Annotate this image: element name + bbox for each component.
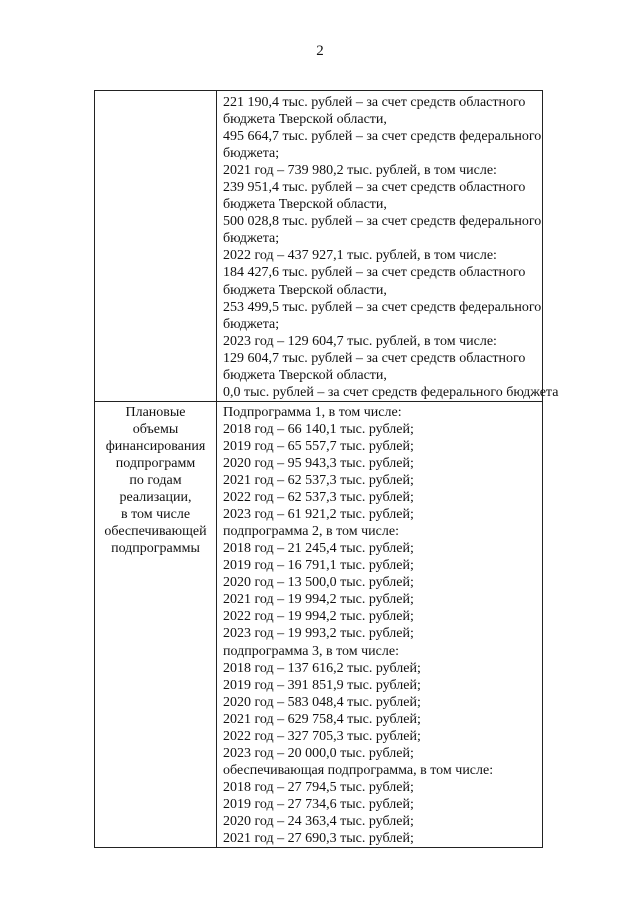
text-line: Подпрограмма 1, в том числе:: [223, 404, 402, 420]
text-line: 500 028,8 тыс. рублей – за счет средств федерального: [223, 214, 542, 230]
text-line: 2020 год – 24 363,4 тыс. рублей;: [223, 813, 414, 829]
text-line: 2022 год – 62 537,3 тыс. рублей;: [223, 490, 414, 506]
heading-line: объемы: [132, 421, 179, 437]
text-line: 129 604,7 тыс. рублей – за счет средств областного: [223, 350, 526, 366]
text-line: 2021 год – 62 537,3 тыс. рублей;: [223, 473, 414, 489]
heading-line: обеспечивающей: [104, 524, 207, 540]
heading-line: финансирования: [105, 438, 206, 454]
text-line: бюджета;: [223, 146, 280, 162]
text-line: 2022 год – 327 705,3 тыс. рублей;: [223, 728, 421, 744]
row1-right-cell: [217, 91, 559, 402]
text-line: 2018 год – 137 616,2 тыс. рублей;: [223, 660, 421, 676]
text-line: бюджета Тверской области,: [223, 112, 387, 128]
text-line: 2019 год – 65 557,7 тыс. рублей;: [223, 438, 414, 454]
text-line: 2021 год – 19 994,2 тыс. рублей;: [223, 592, 414, 608]
text-line: 2023 год – 129 604,7 тыс. рублей, в том числе:: [223, 333, 497, 349]
row2-left-cell: [95, 401, 217, 847]
text-line: бюджета Тверской области,: [223, 197, 387, 213]
row2-lines: [217, 402, 542, 847]
text-line: 2020 год – 95 943,3 тыс. рублей;: [223, 455, 414, 471]
page-number: 2: [316, 43, 324, 59]
text-line: 2023 год – 19 993,2 тыс. рублей;: [223, 626, 414, 642]
text-line: 2019 год – 27 734,6 тыс. рублей;: [223, 796, 414, 812]
text-line: подпрограмма 3, в том числе:: [223, 643, 399, 659]
text-line: бюджета;: [223, 316, 280, 332]
text-line: 2022 год – 19 994,2 тыс. рублей;: [223, 609, 414, 625]
text-line: 2023 год – 20 000,0 тыс. рублей;: [223, 745, 414, 761]
table-row-continuation: [95, 91, 543, 402]
heading-line: в том числе: [120, 507, 191, 523]
heading-line: подпрограммы: [111, 541, 200, 557]
text-line: 2018 год – 21 245,4 тыс. рублей;: [223, 541, 414, 557]
text-line: 0,0 тыс. рублей – за счет средств федерального бюджета: [223, 384, 559, 400]
text-line: 2019 год – 391 851,9 тыс. рублей;: [223, 677, 421, 693]
text-line: 2021 год – 739 980,2 тыс. рублей, в том числе:: [223, 163, 497, 179]
row1-left-cell: [95, 91, 217, 402]
text-line: 184 427,6 тыс. рублей – за счет средств областного: [223, 265, 526, 281]
heading-line: Плановые: [125, 404, 186, 420]
heading-line: реализации,: [119, 490, 192, 506]
text-line: 239 951,4 тыс. рублей – за счет средств областного: [223, 180, 526, 196]
text-line: 2018 год – 66 140,1 тыс. рублей;: [223, 421, 414, 437]
text-line: 2019 год – 16 791,1 тыс. рублей;: [223, 558, 414, 574]
text-line: 2023 год – 61 921,2 тыс. рублей;: [223, 507, 414, 523]
heading-line: по годам: [129, 473, 182, 489]
financing-table: [94, 90, 559, 848]
text-line: 495 664,7 тыс. рублей – за счет средств федерального: [223, 129, 542, 145]
table-row-planned-financing: [95, 401, 543, 847]
heading-line: подпрограмм: [115, 455, 196, 471]
text-line: бюджета Тверской области,: [223, 367, 387, 383]
text-line: 2020 год – 583 048,4 тыс. рублей;: [223, 694, 421, 710]
text-line: 2022 год – 437 927,1 тыс. рублей, в том числе:: [223, 248, 497, 264]
text-line: бюджета Тверской области,: [223, 282, 387, 298]
text-line: 253 499,5 тыс. рублей – за счет средств федерального: [223, 299, 542, 315]
row1-lines: [217, 91, 559, 401]
text-line: 2021 год – 629 758,4 тыс. рублей;: [223, 711, 421, 727]
text-line: подпрограмма 2, в том числе:: [223, 524, 399, 540]
row2-right-cell: [217, 401, 543, 847]
text-line: 2018 год – 27 794,5 тыс. рублей;: [223, 779, 414, 795]
text-line: 2021 год – 27 690,3 тыс. рублей;: [223, 831, 414, 847]
text-line: бюджета;: [223, 231, 280, 247]
text-line: 2020 год – 13 500,0 тыс. рублей;: [223, 575, 414, 591]
text-line: 221 190,4 тыс. рублей – за счет средств областного: [223, 95, 526, 110]
text-line: обеспечивающая подпрограмма, в том числе:: [223, 762, 494, 778]
row-heading: [95, 402, 216, 557]
